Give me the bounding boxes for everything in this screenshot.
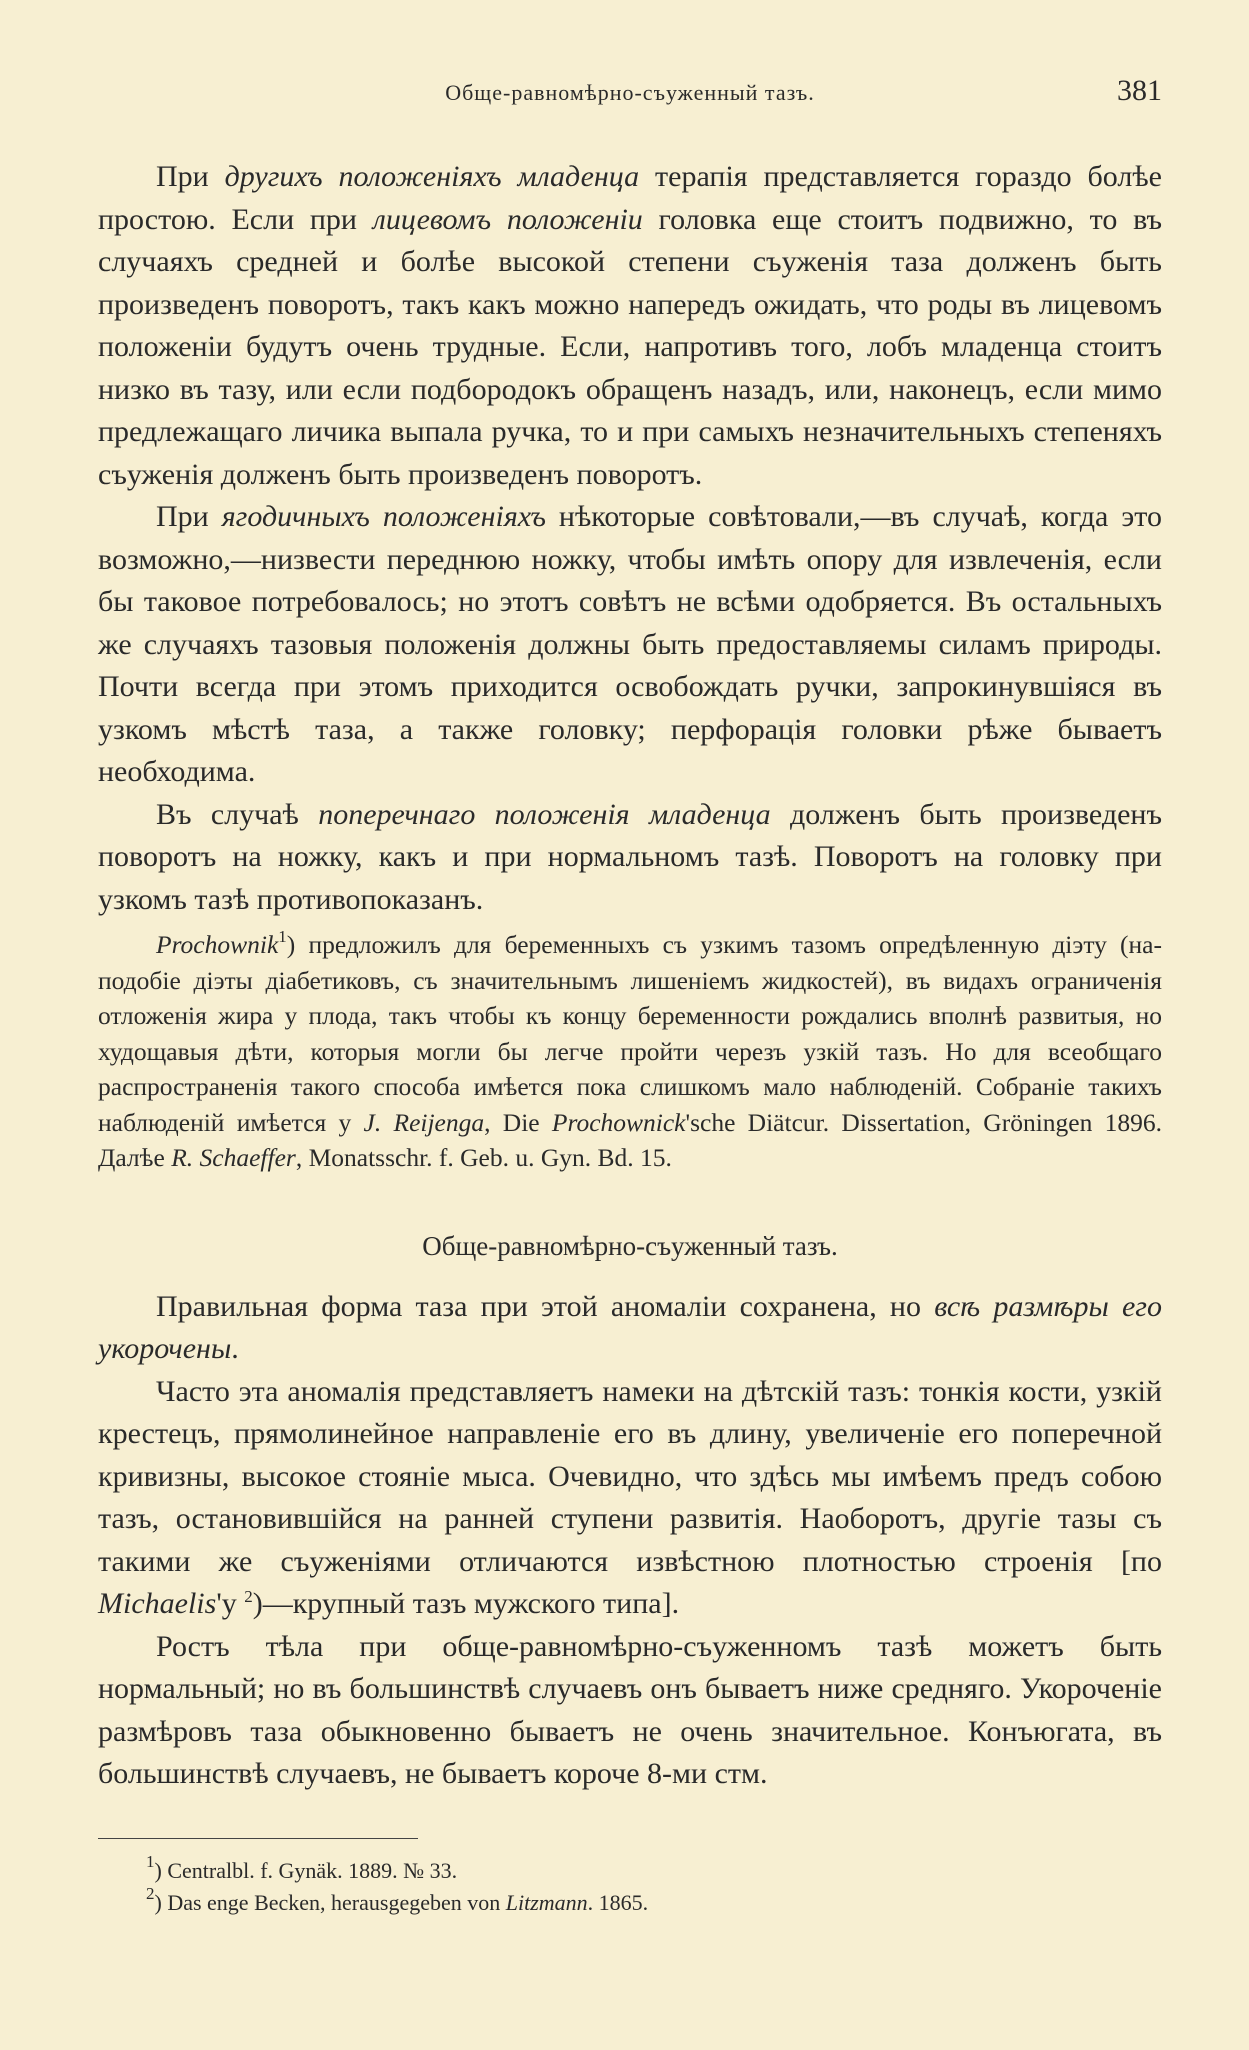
paragraph-other-positions (98, 156, 1162, 496)
text-run: Часто эта аномалія представляетъ намеки на дѣтскій тазъ: тонкія кости, узкій крестецъ, прямолинейное направленіе его въ длину, увеличеніе его поперечной кривизны, высокое стояніе мыса. Очевидно, что здѣсь мы имѣемъ предъ собою тазъ, остановившійся на ранней ступени развитія. Наоборотъ, другіе тазы съ такими же съуженіями отличаются извѣстною плотностью строенія [по (98, 1374, 1162, 1578)
paragraph-breech-positions (98, 496, 1162, 794)
footnote-marker: 1 (146, 1851, 155, 1871)
text-run: нѣкоторые совѣтовали,—въ случаѣ, когда это возможно,—низвести переднюю ножку, чтобы имѣть опору для извлеченія, если бы таковое потребовалось; но этотъ совѣтъ не всѣми одобряется. Въ остальныхъ же случаяхъ тазовыя положенія должны быть предоставляемы силамъ природы. Почти всегда при этомъ приходится освобождать ручки, запрокинувшіяся въ узкомъ мѣстѣ таза, а также головку; перфорація головки рѣже бываетъ необходима. (98, 500, 1162, 788)
section-title: Обще-равномѣрно-съуженный тазъ. (422, 1230, 838, 1261)
page-header (98, 70, 1162, 120)
text-run: . (231, 1332, 239, 1365)
author-name: Prochownik (156, 930, 279, 959)
author-name: R. Schaeffer (171, 1143, 296, 1172)
text-run: При (156, 160, 225, 193)
footnote-ref: 1 (278, 927, 287, 946)
text-run: долженъ быть произведенъ поворотъ на ножку, какъ и при нормальномъ тазѣ. Поворотъ на головку при узкомъ тазѣ противопоказанъ. (98, 797, 1162, 916)
italic-term: ягодичныхъ положеніяхъ (221, 500, 546, 533)
text-run: )—крупный тазъ мужского типа]. (252, 1587, 680, 1620)
author-name: J. Reijenga (363, 1107, 485, 1137)
footnote-text: ) Centralbl. f. Gynäk. 1889. № 33. (154, 1857, 458, 1883)
paragraph-transverse-position (98, 794, 1162, 922)
footnote-text: . 1865. (587, 1889, 649, 1915)
italic-term: всѣ размѣры его укорочены (98, 1289, 1163, 1365)
footnote-marker: 2 (146, 1883, 155, 1903)
paragraph-body-height (98, 1626, 1162, 1796)
page-number: 381 (1117, 74, 1162, 107)
paragraph-form (98, 1286, 1162, 1371)
footnote-2 (98, 1883, 1162, 1919)
running-head: Обще-равномѣрно-съуженный тазъ. (445, 80, 815, 105)
italic-term: поперечнаго положенія младенца (318, 797, 771, 831)
text-run: 'sche Diätcur. Dissertation, Gröningen 1896. Далѣе (98, 1107, 1163, 1172)
text-run: 'у (216, 1587, 245, 1620)
footnote-text: ) Das enge Becken, herausgegeben von (154, 1889, 506, 1915)
author-name: Litzmann (505, 1889, 588, 1915)
text-run: терапія представляется гораздо болѣе простою. Если при (98, 160, 1162, 236)
text-run: головка еще стоитъ подвижно, то въ случаяхъ средней и болѣе высокой степени съуженія таза долженъ быть произведенъ поворотъ, такъ какъ можно напередъ ожидать, что роды въ лицевомъ положеніи будутъ очень трудные. Если, напротивъ того, лобъ младенца стоитъ низко въ тазу, или если подбородокъ обращенъ назадъ, или, наконецъ, если мимо предлежащаго личика выпала ручка, то и при самыхъ незначительныхъ степеняхъ съуженія долженъ быть произведенъ поворотъ. (98, 202, 1162, 491)
footnote-1 (98, 1851, 1162, 1887)
text-run: , Die (484, 1107, 552, 1137)
footnote-divider (98, 1838, 418, 1839)
paragraph-infantile-pelvis (98, 1371, 1162, 1626)
text-run: Въ случаѣ (156, 797, 319, 831)
text-run: ) предложилъ для беременныхъ съ узкимъ тазомъ опредѣленную діэту (на-подобіе діэты діабетиковъ, съ значительнымъ лишеніемъ жидкостей), въ видахъ ограниченія отложенія жира у плода, такъ чтобы къ концу беременности рождались вполнѣ развитыя, но худощавыя дѣти, которыя могли бы легче пройти черезъ узкій тазъ. Но для всеобщаго распространенія такого способа имѣется пока слишкомъ мало наблюденій. Собраніе такихъ наблюденій имѣется у (98, 930, 1162, 1137)
italic-term: лицевомъ положеніи (372, 202, 643, 236)
author-name: Michaelis (98, 1587, 217, 1620)
italic-term: другихъ положеніяхъ младенца (224, 160, 640, 193)
author-name: Prochownick (551, 1107, 686, 1137)
footnote-ref: 2 (244, 1587, 253, 1606)
text-run: Правильная форма таза при этой аномаліи сохранена, но (156, 1289, 935, 1323)
text-run: Ростъ тѣла при обще-равномѣрно-съуженномъ тазѣ можетъ быть нормальный; но въ большинствѣ случаевъ онъ бываетъ ниже средняго. Укороченіе размѣровъ таза обыкновенно бываетъ не очень значительное. Конъюгата, въ большинствѣ случаевъ, не бываетъ короче 8-ми стм. (98, 1629, 1162, 1790)
text-run: При (156, 500, 222, 533)
paragraph-prochownik-diet (98, 927, 1162, 1176)
text-run: , Monatsschr. f. Geb. u. Gyn. Bd. 15. (295, 1143, 672, 1172)
page (98, 70, 1162, 1919)
